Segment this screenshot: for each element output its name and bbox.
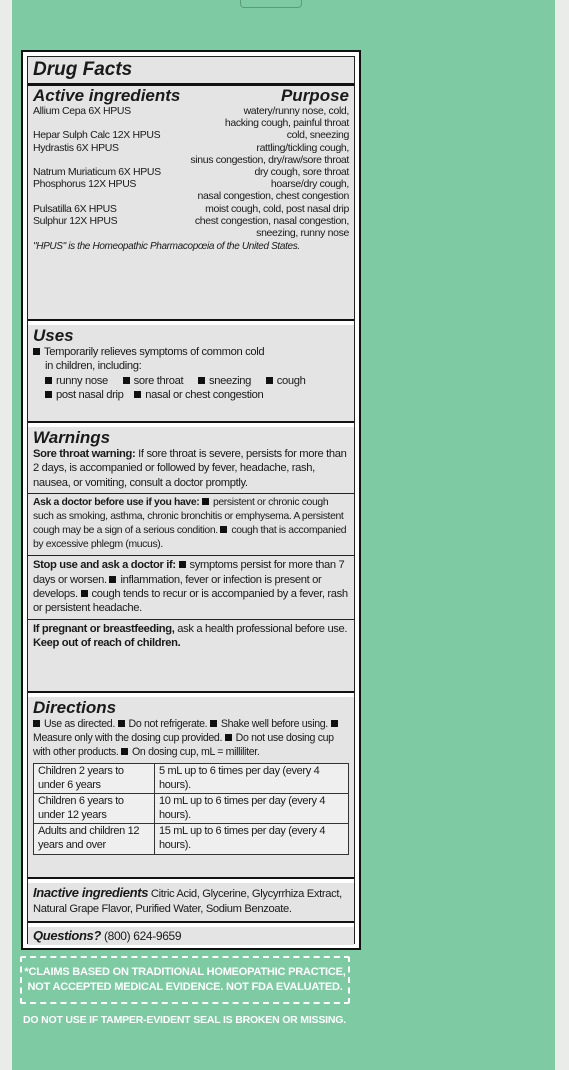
- age-group: Children 2 years to under 6 years: [34, 764, 155, 794]
- inactive-heading: Inactive ingredients: [33, 885, 149, 900]
- inactive-text: Citric Acid, Glycerine, Glycyrrhiza Extract, Natural Grape Flavor, Purified Water, Sodium Benzoate.: [33, 888, 342, 915]
- purpose-heading: Purpose: [280, 86, 349, 105]
- warnings-section: [28, 427, 354, 693]
- ingredient-purpose-cont: nasal congestion, chest congestion: [197, 190, 349, 203]
- ingredient-purpose-cont: sneezing, runny nose: [256, 227, 349, 240]
- pregnancy-warning: If pregnant or breastfeeding, ask a health professional before use. Keep out of reach of children.: [33, 622, 348, 650]
- bullet-icon: [33, 720, 40, 727]
- tamper-seal-notice: DO NOT USE IF TAMPER-EVIDENT SEAL IS BROKEN OR MISSING.: [23, 1014, 346, 1026]
- ingredient-purpose: watery/runny nose, cold,: [243, 105, 349, 117]
- bullet-icon: [220, 526, 227, 533]
- age-group: Adults and children 12 years and over: [34, 824, 155, 854]
- table-row: [34, 794, 349, 824]
- bullet-icon: [331, 720, 338, 727]
- questions-heading: Questions?: [33, 928, 102, 943]
- ask-doctor-warning: Ask a doctor before use if you have: persistent or chronic cough such as smoking, asthma, chronic bronchitis or emphysema. A persistent cough may be a sign of a serious condition. cough that is accompanied by excessive phlegm (mucus).: [33, 497, 347, 551]
- bullet-icon: [121, 748, 128, 755]
- active-ingredients-section: [28, 57, 354, 321]
- ingredients-list: [33, 105, 349, 239]
- ingredient-purpose-cont: sinus congestion, dry/raw/sore throat: [190, 153, 349, 166]
- uses-symptoms-row-2: post nasal drip nasal or chest congestion: [33, 388, 349, 402]
- dosage-table: [33, 763, 349, 855]
- keep-out-of-reach: Keep out of reach of children.: [33, 637, 181, 650]
- stop-use-warning: Stop use and ask a doctor if: symptoms persist for more than 7 days or worsen. inflammation, fever or infection is present or develops. cough tends to recur or is accompanied by a fever, rash or persistent headache.: [33, 559, 348, 615]
- uses-section: [28, 325, 354, 423]
- bullet-icon: [134, 391, 141, 398]
- uses-intro-2: in children, including:: [45, 360, 142, 373]
- drug-facts-title: Drug Facts: [33, 59, 133, 80]
- active-ingredients-heading: Active ingredients: [33, 86, 181, 105]
- bullet-icon: [202, 498, 209, 505]
- ingredient-purpose: hoarse/dry cough,: [270, 178, 349, 191]
- bullet-icon: [45, 391, 52, 398]
- bullet-icon: [45, 377, 52, 384]
- bullet-icon: [266, 377, 273, 384]
- directions-text: Use as directed. Do not refrigerate. Shake well before using. Measure only with the dosing cup provided. Do not use dosing cup with other products. On dosing cup, mL = milliliter.: [33, 717, 349, 759]
- bullet-icon: [81, 590, 88, 597]
- table-row: [34, 824, 349, 854]
- dosage: 5 mL up to 6 times per day (every 4 hours).: [155, 764, 349, 794]
- product-box-side: [12, 0, 555, 1070]
- box-left-edge: [0, 0, 12, 1070]
- warnings-heading: Warnings: [33, 428, 111, 447]
- dosage: 15 mL up to 6 times per day (every 4 hours).: [155, 824, 349, 854]
- dosage: 10 mL up to 6 times per day (every 4 hours).: [155, 794, 349, 824]
- ingredient-name: Natrum Muriaticum 6X HPUS: [33, 166, 161, 179]
- directions-section: [28, 697, 354, 879]
- bullet-icon: [109, 576, 116, 583]
- drug-facts-panel: [21, 50, 361, 950]
- questions-section: [28, 927, 354, 945]
- uses-intro: Temporarily relieves symptoms of common cold: [44, 346, 265, 358]
- inactive-ingredients-section: [28, 883, 354, 923]
- sore-throat-warning: Sore throat warning: If sore throat is severe, persists for more than 2 days, is accompanied or followed by fever, headache, rash, nausea, or vomiting, consult a doctor promptly.: [33, 448, 347, 489]
- ingredient-purpose: moist cough, cold, post nasal drip: [205, 202, 349, 215]
- hpus-note: "HPUS" is the Homeopathic Pharmacopœia of the United States.: [33, 241, 300, 253]
- ingredient-purpose-cont: hacking cough, painful throat: [224, 117, 349, 130]
- bullet-icon: [210, 720, 217, 727]
- ingredient-name: Hepar Sulph Calc 12X HPUS: [33, 129, 161, 142]
- box-top-flap: [12, 0, 555, 38]
- ingredient-purpose: rattling/tickling cough,: [256, 141, 349, 154]
- top-logo-tab: [240, 0, 302, 8]
- bullet-icon: [33, 348, 40, 355]
- bullet-icon: [118, 720, 125, 727]
- phone-number: (800) 624-9659: [101, 929, 182, 943]
- ingredient-purpose: chest congestion, nasal congestion,: [194, 214, 349, 227]
- uses-symptoms-row-1: runny nose sore throat sneezing cough: [33, 374, 349, 388]
- ingredient-name: Phosphorus 12X HPUS: [33, 178, 137, 191]
- box-right-edge: [555, 0, 569, 1070]
- directions-heading: Directions: [33, 698, 117, 717]
- uses-heading: Uses: [33, 326, 74, 345]
- ingredient-name: Hydrastis 6X HPUS: [33, 141, 119, 154]
- age-group: Children 6 years to under 12 years: [34, 794, 155, 824]
- homeopathic-claims-notice: *CLAIMS BASED ON TRADITIONAL HOMEOPATHIC PRACTICE, NOT ACCEPTED MEDICAL EVIDENCE. NOT FDA EVALUATED.: [20, 956, 350, 1004]
- bullet-icon: [123, 377, 130, 384]
- table-row: [34, 764, 349, 794]
- bullet-icon: [225, 734, 232, 741]
- bullet-icon: [198, 377, 205, 384]
- ingredient-name: Pulsatilla 6X HPUS: [33, 202, 117, 215]
- ingredient-purpose: dry cough, sore throat: [254, 166, 349, 179]
- bullet-icon: [179, 561, 186, 568]
- ingredient-purpose: cold, sneezing: [286, 129, 349, 142]
- ingredient-name: Sulphur 12X HPUS: [33, 214, 118, 227]
- ingredient-name: Allium Cepa 6X HPUS: [33, 105, 131, 117]
